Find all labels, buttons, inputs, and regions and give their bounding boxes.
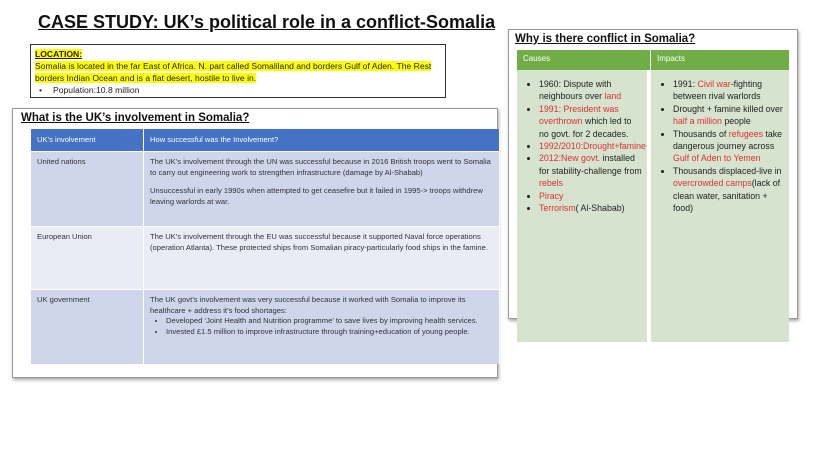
causes-impacts-body [517,70,789,342]
uk-involvement-heading: What is the UK’s involvement in Somalia? [21,112,250,124]
list-item: • Drought + famine killed over half a million people [673,103,785,128]
location-heading: LOCATION: [35,49,83,59]
row-detail [144,152,500,227]
causes-list [521,78,646,214]
conflict-causes-panel [508,29,798,319]
list-item: • Piracy [539,190,643,202]
list-item: • 1991: Civil war-fighting between rival warlords [673,78,785,103]
list-item: • 1991: President was overthrown which led to no govt. for 2 decades. [539,103,643,140]
list-item: • 1960: Dispute with neighbours over land [539,78,643,103]
list-item: • Thousands displaced-live in overcrowded camps(lack of clean water, sanitation + food) [673,165,785,215]
detail-paragraph: The UK’s involvement through the UN was successful because in 2016 British troops went to Somalia to carry out engineering work to strengthen infrastructure (damage by Al-Shabab) [150,157,491,177]
location-box [30,44,446,98]
impacts-column [651,70,789,342]
detail-bullets [150,316,493,337]
bullet-icon: • [39,85,43,95]
detail-paragraph: The UK govt’s involvement was very successful because it worked with Somalia to improve its healthcare + address it’s food shortages: [150,295,466,315]
row-label: United nations [31,152,144,227]
list-item: • Thousands of refugees take dangerous journey across Gulf of Aden to Yemen [673,128,785,165]
row-detail [144,227,500,290]
column-header-success: How successful was the Involvement? [144,129,500,152]
detail-paragraph: The UK’s involvement through the EU was successful because it supported Naval force operations (operation Atlanta). These protected ships from Somalian piracy-particularly food ships in the famine. [150,232,488,252]
list-item: • Invested £1.5 million to improve infrastructure through training+education of young people. [166,327,493,338]
list-item: • Developed ‘Joint Health and Nutrition programme’ to save lives by improving health services. [166,316,493,327]
table-row [31,290,500,365]
uk-involvement-table [31,129,500,364]
page-title: CASE STUDY: UK’s political role in a conflict-Somalia [38,12,496,32]
impacts-header: Impacts [651,50,789,70]
causes-column [517,70,651,342]
list-item: • Terrorism( Al-Shabab) [539,202,643,214]
row-label: European Union [31,227,144,290]
population-text: Population:10.8 million [53,85,140,95]
impacts-list [655,78,785,214]
table-row [31,227,500,290]
conflict-heading: Why is there conflict in Somalia? [515,33,696,45]
column-header-involvement: UK’s involvement [31,129,144,152]
population-item [39,84,441,96]
row-label: UK government [31,290,144,365]
location-text: Somalia is located in the far East of Africa. N. part called Somaliland and borders Gulf of Aden. The Rest borders Indian Ocean and is a flat desert, hostile to live in. [35,61,432,83]
list-item: • 1992/2010:Drought+famine [539,140,643,152]
causes-header: Causes [517,50,651,70]
table-row [31,152,500,227]
list-item: • 2012:New govt. installed for stability-challenge from rebels [539,152,643,189]
row-detail [144,290,500,365]
table-header-row [31,129,500,152]
detail-paragraph: Unsuccessful in early 1990s when attempted to get ceasefire but it failed in 1995-> troops withdrew leaving warlords at war. [150,186,483,206]
uk-involvement-panel [12,108,498,378]
causes-impacts-header [517,50,789,70]
